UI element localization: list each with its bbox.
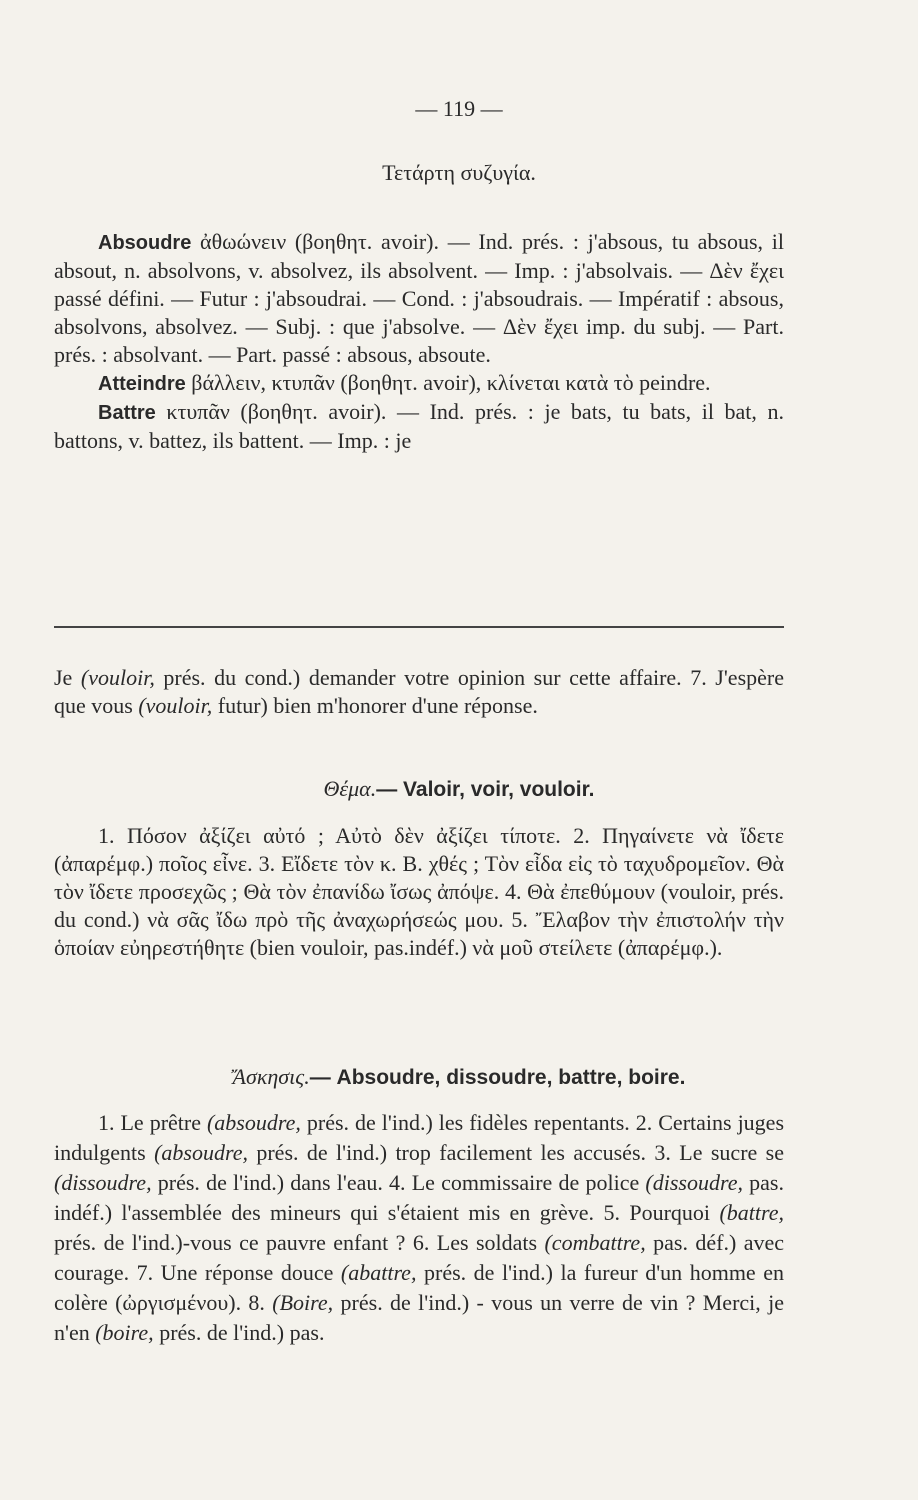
askesis-text-3: prés. de l'ind.) trop facilement les accusés. 3. Le sucre se bbox=[247, 1140, 784, 1165]
absoudre-term: Absoudre bbox=[98, 232, 192, 254]
section-title bbox=[0, 160, 918, 186]
section-title-text: Τετάρτη συζυγία. bbox=[382, 160, 536, 185]
askesis-italic-4: (dissoudre, bbox=[645, 1170, 743, 1195]
askesis-italic-9: (boire, bbox=[95, 1320, 154, 1345]
askesis-text-9: prés. de l'ind.) - vous un verre de vin ? Merci, je n'en bbox=[54, 1290, 784, 1345]
thema-heading bbox=[0, 776, 918, 802]
askesis-italic-6: (combattre, bbox=[544, 1230, 646, 1255]
askesis-text-2: prés. de l'ind.) les fidèles repentants. 2. Certains juges indulgents bbox=[54, 1110, 785, 1165]
askesis-title: — Absoudre, dissoudre, battre, boire. bbox=[309, 1066, 686, 1089]
separator-rule bbox=[54, 626, 784, 628]
askesis-heading bbox=[0, 1064, 918, 1090]
absoudre-text: ἀθωώνειν (βοηθητ. avoir). — Ind. prés. : j'absous, tu absous, il absout, n. absolvons, v. absolvez, ils absolvent. — Imp. : j'absolvais. — Δὲν ἔχει passé défini. — Futur : j'absoudrai. — Cond. : j'absoudrais. — Impératif : absous, absolvons, absolvez. — Subj. : que j'absolve. — Δὲν ἔχει imp. du subj. — Part. prés. : absolvant. — Part. passé : absous, absoute. bbox=[54, 229, 784, 367]
askesis-text-7: pas. déf.) avec courage. 7. Une réponse douce bbox=[54, 1230, 784, 1285]
battre-term: Battre bbox=[98, 402, 156, 424]
askesis-text-4: prés. de l'ind.) dans l'eau. 4. Le commissaire de police bbox=[151, 1170, 646, 1195]
battre-paragraph bbox=[54, 398, 784, 455]
atteindre-paragraph bbox=[54, 369, 784, 398]
askesis-text-6: prés. de l'ind.)-vous ce pauvre enfant ? 6. Les soldats bbox=[54, 1230, 545, 1255]
thema-text: 1. Πόσον ἀξίζει αὐτό ; Αὐτὸ δὲν ἀξίζει τίποτε. 2. Πηγαίνετε νὰ ἴδετε (ἀπαρέμφ.) ποῖος εἶνε. 3. Εἴδετε τὸν κ. Β. χθές ; Τὸν εἶδα εἰς τὸ ταχυδρομεῖον. Θὰ τὸν ἴδετε προσεχῶς ; Θὰ τὸν ἐπανίδω ἴσως ἀπόψε. 4. Θὰ ἐπεθύμουν (vouloir, prés. du cond.) νὰ σᾶς ἴδω πρὸ τῆς ἀναχωρήσεώς μου. 5. Ἔλαβον τὴν ἐπιστολήν τὴν ὁποίαν εὐηρεστήθητε (bien vouloir, pas.indéf.) νὰ μοῦ στείλετε (ἀπαρέμφ.). bbox=[54, 823, 784, 960]
askesis-text-8: prés. de l'ind.) la fureur d'un homme en colère (ὠργισμένου). 8. bbox=[54, 1260, 784, 1315]
askesis-italic-5: (battre, bbox=[719, 1200, 784, 1225]
askesis-block bbox=[54, 1108, 784, 1348]
battre-text: κτυπᾶν (βοηθητ. avoir). — Ind. prés. : je bats, tu bats, il bat, n. battons, v. battez, ils battent. — Imp. : je bbox=[54, 399, 784, 453]
thema-title: — Valoir, voir, vouloir. bbox=[376, 778, 595, 801]
thema-label: Θέμα. bbox=[323, 776, 377, 801]
askesis-text-10: prés. de l'ind.) pas. bbox=[153, 1320, 325, 1345]
atteindre-term: Atteindre bbox=[98, 373, 186, 395]
askesis-label: Ἄσκησις. bbox=[232, 1064, 310, 1089]
footnote-text-2: prés. du cond.) demander votre opinion sur cette affaire. 7. J'espère que vous bbox=[54, 665, 784, 718]
conjugation-block bbox=[54, 228, 784, 455]
footnote-text-3: futur) bien m'honorer d'une réponse. bbox=[212, 693, 538, 718]
page-number: — 119 — bbox=[415, 96, 503, 121]
askesis-text-1: 1. Le prêtre bbox=[98, 1110, 207, 1135]
askesis-italic-7: (abattre, bbox=[340, 1260, 417, 1285]
footnote-italic-1: (vouloir, bbox=[80, 665, 155, 690]
askesis-italic-8: (Boire, bbox=[272, 1290, 334, 1315]
askesis-italic-2: (absoudre, bbox=[154, 1140, 248, 1165]
askesis-italic-3: (dissoudre, bbox=[54, 1170, 152, 1195]
askesis-paragraph bbox=[54, 1108, 784, 1348]
atteindre-text: βάλλειν, κτυπᾶν (βοηθητ. avoir), κλίνεται κατὰ τὸ peindre. bbox=[185, 370, 711, 395]
askesis-text-5: pas. indéf.) l'assemblée des mineurs qui s'étaient mis en grève. 5. Pourquoi bbox=[54, 1170, 784, 1225]
footnote-block bbox=[54, 664, 784, 720]
footnote-italic-2: (vouloir, bbox=[138, 693, 213, 718]
absoudre-paragraph bbox=[54, 228, 784, 369]
askesis-italic-1: (absoudre, bbox=[206, 1110, 301, 1135]
thema-block bbox=[54, 822, 784, 962]
footnote-text-1: Je bbox=[54, 665, 81, 690]
footnote-paragraph bbox=[54, 664, 784, 720]
